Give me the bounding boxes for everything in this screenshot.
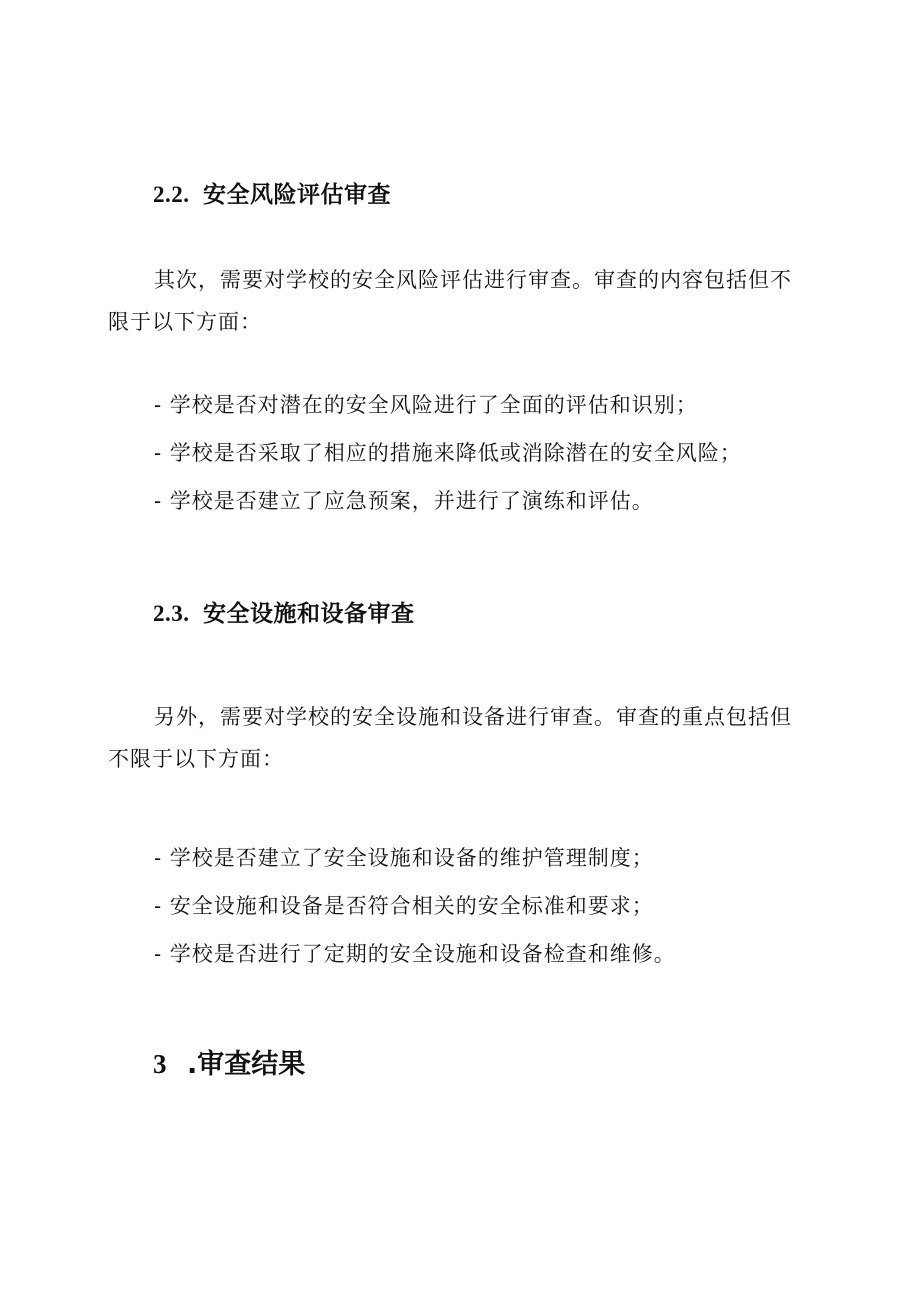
list-item: - 学校是否建立了应急预案，并进行了演练和评估。	[154, 489, 654, 513]
chapter-heading-3	[153, 1042, 305, 1081]
section-heading-2-2	[153, 176, 391, 209]
section-number: 2.2.	[153, 182, 190, 207]
section-title: 安全风险评估审查	[203, 182, 391, 208]
section-heading-2-3	[153, 595, 415, 628]
section-title: 安全设施和设备审查	[203, 601, 415, 627]
section-intro-paragraph: 其次，需要对学校的安全风险评估进行审查。审查的内容包括但不限于以下方面：	[108, 268, 792, 334]
list-item: - 学校是否建立了安全设施和设备的维护管理制度；	[154, 846, 654, 870]
section-intro-paragraph: 另外，需要对学校的安全设施和设备进行审查。审查的重点包括但不限于以下方面：	[108, 705, 792, 771]
list-item: - 学校是否进行了定期的安全设施和设备检查和维修。	[154, 942, 676, 966]
section-number: 2.3.	[153, 601, 190, 626]
list-item: - 学校是否对潜在的安全风险进行了全面的评估和识别；	[154, 393, 698, 417]
chapter-title: .审查结果	[187, 1049, 306, 1080]
chapter-number: 3	[153, 1049, 167, 1079]
list-item: - 学校是否采取了相应的措施来降低或消除潜在的安全风险；	[154, 441, 742, 465]
list-item: - 安全设施和设备是否符合相关的安全标准和要求；	[154, 894, 654, 918]
